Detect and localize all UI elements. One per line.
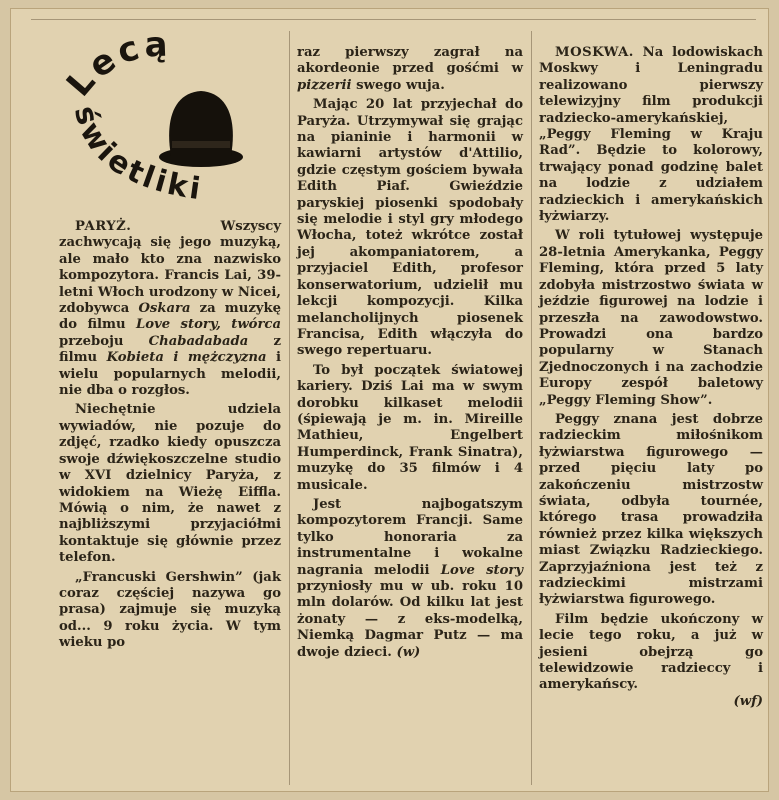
paragraph: „Francuski Gershwin” (jak coraz częściej nazywa go prasa) zajmuje się muzyką od... 9 roku życia. W tym wieku po xyxy=(59,569,281,651)
text: twórca xyxy=(220,317,281,333)
article-column-paris xyxy=(59,219,281,791)
column-divider-1 xyxy=(289,31,290,785)
paragraph: Peggy znana jest dobrze radzieckim miłośnikom łyżwiarstwa figurowego — przed pięciu laty po zakończeniu mistrzostw świata, odbyła tournée, którego trasa prowadziła również przez kilka większych miast Związku Radzieckiego. Zaprzyjaźniona jest też z radzieckimi mistrzami łyżwiarstwa figurowego. xyxy=(539,411,763,608)
text: Na lodowiskach Moskwy i Leningradu realizowano pierwszy telewizyjny film produkcji radziecko-amerykańskiej, „Peggy Fleming w Kraju Rad”. Będzie to kolorowy, trwający ponad godzinę balet na lodzie z udziałem radzieckich i amerykańskich łyżwiarzy. xyxy=(539,45,763,225)
text: swego wuja. xyxy=(351,77,445,93)
text: Jest najbogatszym kompozytorem Francji. Same tylko honoraria za instrumentalne i wokalne nagrania melodii xyxy=(297,496,523,578)
paragraph: Film będzie ukończony w lecie tego roku, a już w jesieni obejrzą go telewidzowie radzieccy i amerykańscy. xyxy=(539,611,763,693)
text: za muzykę do filmu xyxy=(59,301,281,333)
column-heading-logo xyxy=(33,21,273,221)
paragraph: To był początek światowej kariery. Dziś Lai ma w swym dorobku kilkaset melodii (śpiewają je m. in. Mireille Mathieu, Engelbert Humperdinck, Frank Sinatra), muzykę do 35 filmów i 4 musicale. xyxy=(297,362,523,493)
top-divider xyxy=(31,19,756,20)
heading-word-leca: Lecą xyxy=(58,24,173,105)
author-signature: (w) xyxy=(396,644,421,660)
text: przyniosły mu w ub. roku 10 mln dolarów. Od kilku lat jest żonaty — z eks-modelką, Niemką Dagmar Putz — ma dwoje dzieci. xyxy=(297,579,523,660)
article-column-moscow xyxy=(539,45,763,791)
paragraph xyxy=(297,45,523,94)
article-column-paris-continued xyxy=(297,45,523,791)
dateline: PARYŻ. xyxy=(75,219,132,234)
text: Wszyscy zachwycają się jego muzyką, ale mało kto zna nazwisko kompozytora. Francis Lai, 39-letni Włoch urodzony w Nicei, zdobywca xyxy=(59,219,281,317)
paragraph xyxy=(59,219,281,399)
film-title: Love story, xyxy=(136,317,221,333)
dateline: MOSKWA. xyxy=(555,45,634,60)
paragraph: Mając 20 lat przyjechał do Paryża. Utrzymywał się grając na pianinie i harmonii w kawiarni artystów d'Attilio, gdzie częstym gościem bywała Edith Piaf. Gwieździe paryskiej piosenki spodobały się melodie i styl gry młodego Włocha, toteż wkrótce został jej akompaniatorem, a przyjaciel Edith, profesor konserwatorium, udzielił mu lekcji kompozycji. Kilka melancholijnych piosenek Francisa, Edith włączyła do swego repertuaru. xyxy=(297,97,523,359)
paragraph xyxy=(539,45,763,225)
bowler-hat-icon xyxy=(159,91,243,167)
text: przeboju xyxy=(59,333,149,349)
paragraph: W roli tytułowej występuje 28-letnia Amerykanka, Peggy Fleming, która przed 5 laty zdobyła mistrzostwo świata w jeździe figurowej na lodzie i przeszła na zawodowstwo. Prowadzi ona bardzo popularny w Stanach Zjednoczonych i na zachodzie Europy zespół baletowy „Peggy Fleming Show”. xyxy=(539,228,763,408)
author-signature: (wf) xyxy=(733,693,763,709)
text: pizzerii xyxy=(297,77,352,93)
text: z filmu xyxy=(59,333,281,366)
film-title: Kobieta i mężczyzna xyxy=(106,350,267,366)
heading-word-swietliki: świetliki xyxy=(66,102,206,208)
newspaper-clipping xyxy=(10,8,769,792)
song-title: Chabadabada xyxy=(148,333,249,349)
paragraph xyxy=(297,497,523,661)
text: raz pierwszy zagrał na akordeonie przed gośćmi w xyxy=(297,45,523,77)
text: Oskara xyxy=(138,301,191,317)
paragraph: Niechętnie udziela wywiadów, nie pozuje do zdjęć, rzadko kiedy opuszcza swoje dźwiękoszczelne studio w XVI dzielnicy Paryża, z widokiem na Wieżę Eiffla. Mówią o nim, że nawet z najbliższymi przyjaciółmi kontaktuje się głównie przez telefon. xyxy=(59,402,281,566)
film-title: Love story xyxy=(440,562,523,578)
text: i wielu popularnych melodii, nie dba o rozgłos. xyxy=(59,350,281,399)
column-divider-2 xyxy=(531,31,532,785)
